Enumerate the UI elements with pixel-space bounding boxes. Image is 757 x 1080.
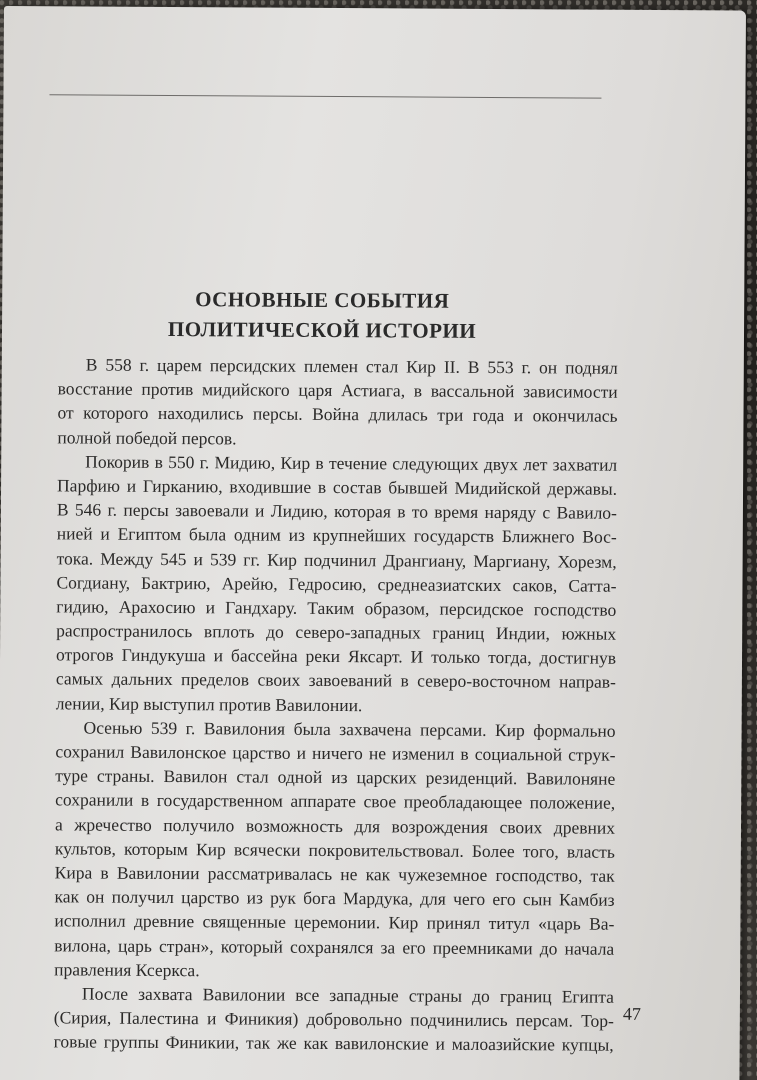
- page-number: 47: [622, 1003, 641, 1024]
- text-line: лении, Кир выступил против Вавилонии.: [55, 692, 363, 715]
- text-line: В 558 г. царем персидских племен стал Кир II. В 553 г. он поднял: [85, 354, 618, 378]
- text-line: правления Ксеркса.: [54, 959, 200, 980]
- text-line: распространилось вплоть до северо-западных границ Индии, южных: [56, 620, 617, 644]
- text-line: говые группы Финикии, так же как вавилонские и малоазийские купцы,: [53, 1031, 614, 1055]
- text-line: гидию, Арахосию и Гандхару. Таким образом, персидское господство: [56, 596, 617, 620]
- text-line: Покорив в 550 г. Мидию, Кир в течение следующих двух лет захватил: [85, 451, 618, 475]
- text-line: восстание против мидийского царя Астиага, в вассальной зависимости: [57, 378, 618, 402]
- text-line: полной победой персов.: [57, 426, 237, 448]
- text-line: туре страны. Вавилон стал одной из царских резиденций. Вавилоняне: [55, 765, 616, 789]
- chapter-title-line-2: ПОЛИТИЧЕСКОЙ ИСТОРИИ: [167, 317, 477, 343]
- text-line: В 546 г. персы завоевали и Лидию, которая в то время наряду с Вавило-: [56, 499, 617, 523]
- text-line: Согдиану, Бактрию, Арейю, Гедросию, среднеазиатских саков, Сатта-: [56, 572, 617, 596]
- text-line: а жречество получило возможность для возрождения своих древних: [54, 813, 616, 838]
- text-line: культов, которым Кир всячески покровительствовал. Более того, власть: [54, 838, 615, 862]
- text-line: Кира в Вавилонии рассматривалась не как чужеземное господство, так: [54, 862, 615, 886]
- text-line: исполнил древние священные церемонии. Кир принял титул «царь Ва-: [54, 910, 615, 935]
- text-line: Осенью 539 г. Вавилония была захвачена персами. Кир формально: [83, 717, 616, 741]
- book-page: [0, 6, 746, 1080]
- text-line: сохранили в государственном аппарате свое преобладающее положение,: [55, 789, 616, 814]
- text-line: самых дальних пределов своих завоеваний в северо-восточном направ-: [55, 668, 616, 693]
- text-line: как он получил царство из рук бога Мардука, для чего его сын Камбиз: [54, 886, 615, 910]
- body-text: [54, 352, 618, 1057]
- text-line: Парфию и Гирканию, входившие в состав бывшей Мидийской державы.: [57, 475, 618, 499]
- text-line: отрогов Гиндукуша и бассейна реки Яксарт. И только тогда, достигнув: [55, 644, 617, 669]
- text-line: тока. Между 545 и 539 гг. Кир подчинил Дрангиану, Маргиану, Хорезм,: [56, 547, 617, 572]
- text-line: (Сирия, Палестина и Финикия) добровольно подчинились персам. Тор-: [53, 1007, 614, 1031]
- text-line: нией и Египтом была одним из крупнейших государств Ближнего Вос-: [56, 523, 617, 548]
- text-line: вилона, царь стран», который сохранялся за его преемниками до начала: [54, 934, 615, 959]
- text-line: сохранил Вавилонское царство и ничего не изменил в социальной струк-: [55, 741, 616, 765]
- chapter-title-line-1: ОСНОВНЫЕ СОБЫТИЯ: [195, 287, 450, 313]
- text-line: от которого находились персы. Война длилась три года и окончилась: [57, 402, 618, 427]
- header-rule: [49, 94, 601, 98]
- text-line: После захвата Вавилонии все западные страны до границ Египта: [81, 983, 615, 1007]
